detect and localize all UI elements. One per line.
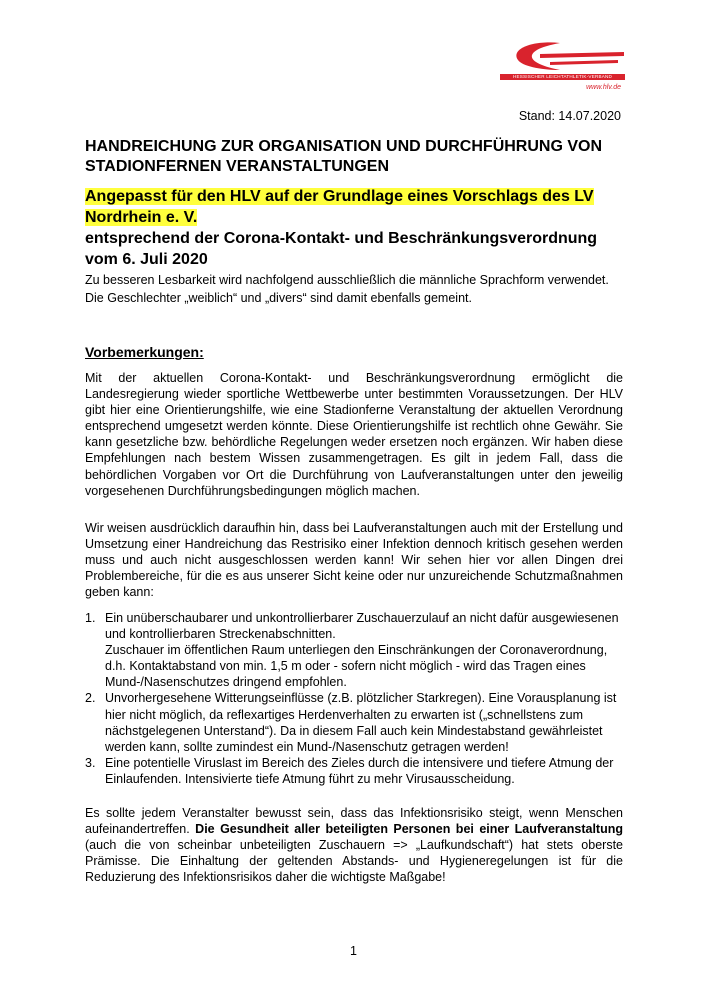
list-text: Unvorhergesehene Witterungseinflüsse (z.B. plötzlicher Starkregen). Eine Vorausplanung ist hier nicht möglich, da reflexartiges Herdenverhalten zu erwarten ist („schnellstens zum nächstgelegenen Unterstand“). Da in diesem Fall auch kein Mindestabstand gewährleistet werden kann, sollte zumindest ein Mund-/Nasenschutz getragen werden! (105, 691, 617, 754)
list-text: Zuschauer im öffentlichen Raum unterliegen den Einschränkungen der Coronaverordnung, d.h. Kontaktabstand von min. 1,5 m oder - sofern nicht möglich - wird das Tragen eines Mund-/Nasenschutzes dringend empfohlen. (105, 643, 608, 690)
document-date: Stand: 14.07.2020 (518, 109, 621, 123)
list-item (85, 690, 625, 754)
logo-swoosh-icon (500, 40, 625, 74)
document-subtitle (85, 186, 630, 270)
subtitle-rest: entsprechend der Corona-Kontakt- und Beschränkungsverordnung vom 6. Juli 2020 (85, 230, 598, 268)
list-item (85, 610, 625, 690)
subtitle-highlighted: Angepasst für den HLV auf der Grundlage eines Vorschlags des LV Nordrhein e. V. (85, 188, 594, 226)
section-heading: Vorbemerkungen: (85, 344, 204, 360)
logo-website: www.hlv.de (586, 84, 621, 91)
paragraph-health (85, 805, 623, 885)
list-text: Ein unüberschaubarer und unkontrollierbarer Zuschauerzulauf an nicht dafür ausgewiesenen und kontrollierbaren Streckenabschnitten. (105, 611, 619, 642)
page-number: 1 (350, 944, 357, 958)
list-number: 2. (85, 691, 96, 706)
problem-list (85, 610, 625, 787)
document-title: HANDREICHUNG ZUR ORGANISATION UND DURCHFÜHRUNG VON STADIONFERNEN VERANSTALTUNGEN (85, 138, 603, 175)
hlv-logo (500, 40, 625, 102)
list-number: 3. (85, 755, 96, 770)
paragraph-health-end: (auch die von scheinbar unbeteiligten Zuschauern => „Laufkundschaft“) hat stets oberste Prämisse. Die Einhaltung der geltenden Abstands- und Hygieneregelungen ist für die Reduzierung des Infektionsrisikos daher die wichtigste Maßgabe! (85, 838, 623, 885)
logo-org-name: HESSISCHER LEICHTATHLETIK-VERBAND (500, 74, 625, 80)
paragraph-intro: Mit der aktuellen Corona-Kontakt- und Beschränkungsverordnung ermöglicht die Landesregierung wieder sportliche Wettbewerbe unter bestimmten Voraussetzungen. Der HLV gibt hier eine Orientierungshilfe, wie eine Stadionferne Veranstaltung der aktuellen Verordnung entsprechend umgesetzt werden könnte. Diese Orientierungshilfe ist rechtlich ohne Gewähr. Sie kann gesetzliche bzw. behördliche Regelungen weder ersetzen noch ergänzen. Wir haben diese Empfehlungen nach bestem Wissen zusammengetragen. Es gilt in jedem Fall, dass die behördlichen Vorgaben vor Ort die Durchführung von Laufveranstaltungen unter den jeweilig vorgesehenen Durchführungsbedingungen möglich machen. (85, 371, 623, 498)
list-number: 1. (85, 611, 96, 625)
paragraph-risk: Wir weisen ausdrücklich daraufhin hin, dass bei Laufveranstaltungen auch mit der Erstellung und Umsetzung einer Handreichung das Restrisiko einer Infektion dennoch kritisch gesehen werden muss und auch nicht ausgeschlossen werden kann! Wir sehen hier vor allen Dingen drei Problembereiche, für die es aus unserer Sicht keine oder nur unzureichende Schutzmaßnahmen geben kann: (85, 521, 623, 600)
language-note: Zu besseren Lesbarkeit wird nachfolgend ausschließlich die männliche Sprachform verwendet. Die Geschlechter „weiblich“ und „divers“ sind damit ebenfalls gemeint. (85, 273, 609, 305)
list-text: Eine potentielle Viruslast im Bereich des Zieles durch die intensivere und tiefere Atmung der Einlaufenden. Intensivierte tiefe Atmung führt zu mehr Virusausscheidung. (105, 755, 614, 786)
list-item (85, 755, 625, 787)
paragraph-health-start: Es sollte jedem Veranstalter bewusst sein, dass das Infektionsrisiko steigt, wenn Menschen aufeinandertreffen. (85, 806, 623, 837)
paragraph-health-bold: Die Gesundheit aller beteiligten Personen bei einer Laufveranstaltung (195, 822, 623, 837)
